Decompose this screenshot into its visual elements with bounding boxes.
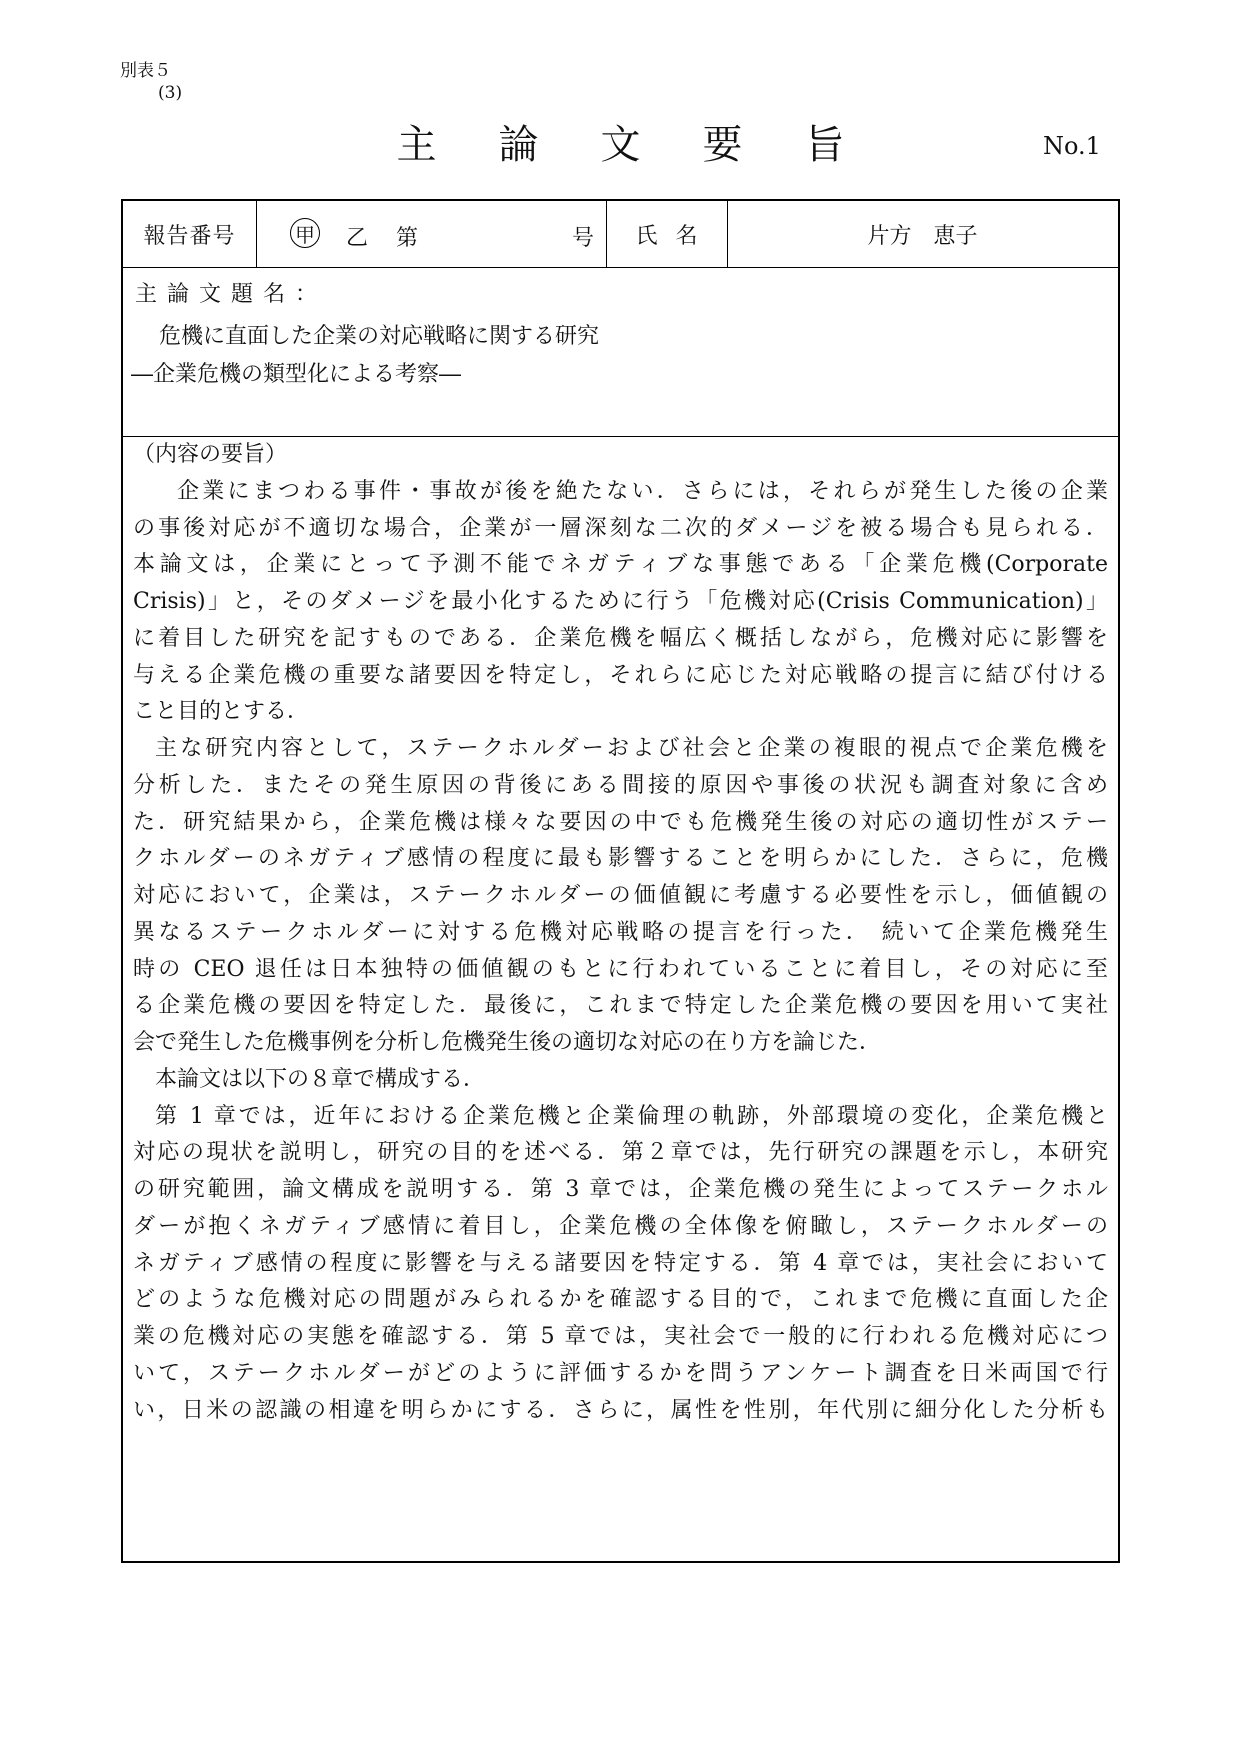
abstract-line: 第 1 章では，近年における企業危機と企業倫理の軌跡，外部環境の変化，企業危機と [155, 1103, 1108, 1129]
name-label: 氏名 [606, 201, 728, 267]
abstract-line: 本論文は以下の８章で構成する． [155, 1066, 486, 1092]
report-number-field [256, 201, 607, 267]
abstract-line: 本論文は，企業にとって予測不能でネガティブな事態である「企業危機(Corporate [133, 552, 1108, 578]
abstract-line: の事後対応が不適切な場合，企業が一層深刻な二次的ダメージを被る場合も見られる． [133, 515, 1108, 541]
report-number-label: 報告番号 [123, 201, 257, 267]
document-title: 主論文要旨 [396, 122, 907, 168]
thesis-title-label: 主論文題名： [135, 282, 328, 307]
abstract-line: る企業危機の要因を特定した．最後に，これまで特定した企業危機の要因を用いて実社 [133, 993, 1108, 1019]
abstract-line: の研究範囲，論文構成を説明する．第 3 章では，企業危機の発生によってステークホル [133, 1177, 1108, 1202]
abstract-line: いて，ステークホルダーがどのように評価するかを問うアンケート調査を日米両国で行 [133, 1360, 1108, 1386]
summary-form [121, 199, 1120, 1563]
abstract-line: 企業にまつわる事件・事故が後を絶たない．さらには，それらが発生した後の企業 [177, 478, 1108, 504]
form-reference-line2: (3) [158, 83, 183, 103]
abstract-line: ダーが抱くネガティブ感情に着目し，企業危機の全体像を俯瞰し，ステークホルダーの [133, 1213, 1108, 1239]
abstract-line: 異なるステークホルダーに対する危機対応戦略の提言を行った． 続いて企業危機発生 [133, 919, 1108, 945]
page-number: No.1 [1043, 132, 1101, 160]
abstract-line: い，日米の認識の相違を明らかにする．さらに，属性を性別，年代別に細分化した分析も [133, 1397, 1108, 1423]
dai-label: 第 [396, 226, 419, 251]
thesis-subtitle: ―企業危機の類型化による考察― [131, 362, 462, 387]
abstract-line: 時の CEO 退任は日本独特の価値観のもとに行われていることに着目し，その対応に至 [133, 956, 1108, 982]
abstract-body [133, 437, 1108, 1429]
abstract-line: 分析した．またその発生原因の背後にある間接的原因や事後の状況も調査対象に含め [133, 772, 1108, 798]
abstract-line: 主な研究内容として，ステークホルダーおよび社会と企業の複眼的視点で企業危機を [155, 736, 1108, 761]
form-reference-line1: 別表５ [120, 61, 171, 81]
otsu-label: 乙 [346, 226, 369, 251]
abstract-line: クホルダーのネガティブ感情の程度に最も影響することを明らかにした．さらに，危機 [133, 846, 1108, 872]
abstract-heading: （内容の要旨） [133, 442, 288, 467]
kou-circled-mark: 甲 [290, 218, 320, 248]
thesis-title: 危機に直面した企業の対応戦略に関する研究 [159, 324, 600, 349]
go-label: 号 [572, 226, 595, 251]
abstract-line: 会で発生した危機事例を分析し危機発生後の適切な対応の在り方を論じた． [133, 1030, 882, 1055]
abstract-line: どのような危機対応の問題がみられるかを確認する目的で，これまで危機に直面した企 [133, 1287, 1108, 1313]
abstract-line: た．研究結果から，企業危機は様々な要因の中でも危機発生後の対応の適切性がステー [133, 809, 1108, 835]
abstract-line: Crisis)」と，そのダメージを最小化するために行う「危機対応(Crisis Communication)」 [133, 589, 1108, 614]
abstract-line: に着目した研究を記すものである．企業危機を幅広く概括しながら，危機対応に影響を [133, 625, 1108, 651]
report-info-row [123, 201, 1118, 268]
abstract-line: こと目的とする． [133, 699, 310, 725]
abstract-line: 与える企業危機の重要な諸要因を特定し，それらに応じた対応戦略の提言に結び付ける [133, 662, 1108, 688]
abstract-line: ネガティブ感情の程度に影響を与える諸要因を特定する．第 4 章では，実社会において [133, 1250, 1108, 1276]
abstract-line: 業の危機対応の実態を確認する．第 5 章では，実社会で一般的に行われる危機対応につ [133, 1324, 1108, 1349]
abstract-line: 対応の現状を説明し，研究の目的を述べる．第２章では，先行研究の課題を示し，本研究 [133, 1140, 1108, 1166]
author-name: 片方 恵子 [867, 223, 978, 249]
thesis-title-section [123, 267, 1118, 437]
form-reference [120, 60, 182, 104]
abstract-line: 対応において，企業は，ステークホルダーの価値観に考慮する必要性を示し，価値観の [133, 883, 1108, 908]
